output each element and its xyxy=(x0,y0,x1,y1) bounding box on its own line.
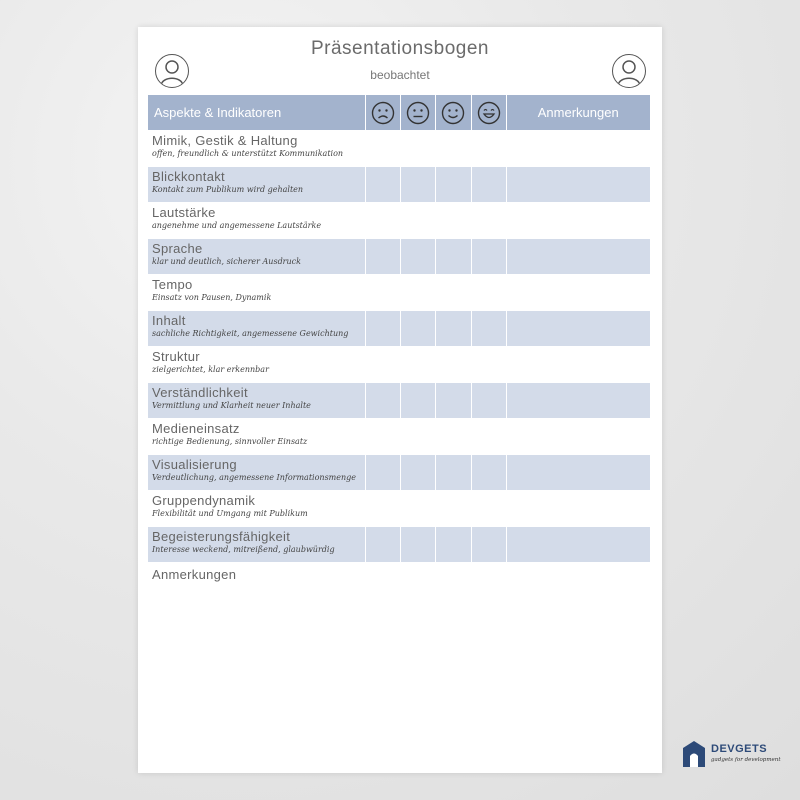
rating-cell[interactable] xyxy=(400,239,435,275)
rating-cell[interactable] xyxy=(435,131,471,167)
rating-cell[interactable] xyxy=(400,419,435,455)
devgets-logo xyxy=(682,738,792,772)
notes-cell[interactable] xyxy=(506,275,650,311)
rating-cell[interactable] xyxy=(471,311,506,347)
aspect-indicator: zielgerichtet, klar erkennbar xyxy=(152,365,269,374)
aspect-name: Verständlichkeit xyxy=(152,385,248,400)
rating-cell[interactable] xyxy=(471,455,506,491)
column-header-aspects: Aspekte & Indikatoren xyxy=(148,95,365,131)
rating-cell[interactable] xyxy=(471,275,506,311)
rating-cell[interactable] xyxy=(400,275,435,311)
rating-cell[interactable] xyxy=(365,455,400,491)
rating-cell[interactable] xyxy=(471,347,506,383)
notes-cell[interactable] xyxy=(506,311,650,347)
notes-cell[interactable] xyxy=(506,419,650,455)
rating-cell[interactable] xyxy=(400,455,435,491)
aspect-indicator: klar und deutlich, sicherer Ausdruck xyxy=(152,257,301,266)
notes-section-label: Anmerkungen xyxy=(152,567,237,582)
rating-cell[interactable] xyxy=(365,383,400,419)
neutral-face-icon xyxy=(406,101,430,125)
aspect-name: Begeisterungsfähigkeit xyxy=(152,529,291,544)
rating-cell[interactable] xyxy=(471,239,506,275)
table-row xyxy=(148,167,650,203)
notes-cell[interactable] xyxy=(506,347,650,383)
table-row xyxy=(148,455,650,491)
rating-cell[interactable] xyxy=(435,419,471,455)
rating-cell[interactable] xyxy=(471,131,506,167)
logo-tagline: gadgets for development xyxy=(711,757,781,763)
rating-cell[interactable] xyxy=(365,275,400,311)
rating-cell[interactable] xyxy=(435,491,471,527)
aspect-name: Struktur xyxy=(152,349,200,364)
house-logo-icon xyxy=(682,740,706,768)
aspect-name: Visualisierung xyxy=(152,457,237,472)
evaluation-table xyxy=(148,95,650,562)
rating-cell[interactable] xyxy=(365,347,400,383)
rating-cell[interactable] xyxy=(471,527,506,563)
rating-cell[interactable] xyxy=(435,239,471,275)
table-row xyxy=(148,527,650,563)
rating-cell[interactable] xyxy=(365,491,400,527)
rating-cell[interactable] xyxy=(471,491,506,527)
rating-cell[interactable] xyxy=(365,203,400,239)
aspect-indicator: Einsatz von Pausen, Dynamik xyxy=(152,293,272,302)
aspect-name: Blickkontakt xyxy=(152,169,225,184)
rating-cell[interactable] xyxy=(400,203,435,239)
notes-cell[interactable] xyxy=(506,491,650,527)
notes-cell[interactable] xyxy=(506,131,650,167)
rating-cell[interactable] xyxy=(471,203,506,239)
rating-cell[interactable] xyxy=(400,383,435,419)
rating-cell[interactable] xyxy=(365,419,400,455)
notes-cell[interactable] xyxy=(506,239,650,275)
rating-cell[interactable] xyxy=(471,383,506,419)
aspect-indicator: Flexibilität und Umgang mit Publikum xyxy=(152,509,308,518)
rating-cell[interactable] xyxy=(471,167,506,203)
aspect-indicator: Kontakt zum Publikum wird gehalten xyxy=(152,185,304,194)
table-row xyxy=(148,383,650,419)
rating-cell[interactable] xyxy=(435,311,471,347)
evaluation-sheet xyxy=(138,27,662,773)
rating-cell[interactable] xyxy=(365,527,400,563)
rating-cell[interactable] xyxy=(400,347,435,383)
aspect-indicator: richtige Bedienung, sinnvoller Einsatz xyxy=(152,437,308,446)
table-row xyxy=(148,311,650,347)
table-row xyxy=(148,491,650,527)
table-row xyxy=(148,131,650,167)
aspect-indicator: sachliche Richtigkeit, angemessene Gewichtung xyxy=(152,329,349,338)
column-header-notes: Anmerkungen xyxy=(506,95,650,131)
rating-cell[interactable] xyxy=(400,527,435,563)
table-row xyxy=(148,275,650,311)
notes-cell[interactable] xyxy=(506,203,650,239)
page-title: Präsentationsbogen xyxy=(310,38,489,59)
aspect-name: Gruppendynamik xyxy=(152,493,256,508)
aspect-name: Sprache xyxy=(152,241,203,256)
rating-cell[interactable] xyxy=(365,311,400,347)
aspect-name: Medieneinsatz xyxy=(152,421,240,436)
notes-cell[interactable] xyxy=(506,527,650,563)
table-row xyxy=(148,419,650,455)
rating-cell[interactable] xyxy=(435,203,471,239)
rating-cell[interactable] xyxy=(400,491,435,527)
aspect-name: Inhalt xyxy=(152,313,186,328)
aspect-indicator: Vermittlung und Klarheit neuer Inhalte xyxy=(152,401,311,410)
rating-cell[interactable] xyxy=(435,275,471,311)
rating-cell[interactable] xyxy=(435,455,471,491)
notes-cell[interactable] xyxy=(506,383,650,419)
rating-cell[interactable] xyxy=(400,167,435,203)
aspect-indicator: Interesse weckend, mitreißend, glaubwürdig xyxy=(152,545,335,554)
aspect-name: Tempo xyxy=(152,277,193,292)
aspect-indicator: offen, freundlich & unterstützt Kommunikation xyxy=(152,149,344,158)
sad-face-icon xyxy=(371,101,395,125)
rating-cell[interactable] xyxy=(435,383,471,419)
table-header-row xyxy=(148,95,650,131)
rating-cell[interactable] xyxy=(435,527,471,563)
rating-cell[interactable] xyxy=(400,131,435,167)
laugh-face-icon xyxy=(477,101,501,125)
table-row xyxy=(148,239,650,275)
page-subtitle: beobachtet xyxy=(370,68,430,82)
notes-cell[interactable] xyxy=(506,167,650,203)
table-row xyxy=(148,347,650,383)
aspect-name: Lautstärke xyxy=(152,205,216,220)
rating-cell[interactable] xyxy=(435,347,471,383)
smile-face-icon xyxy=(441,101,465,125)
notes-cell[interactable] xyxy=(506,455,650,491)
rating-cell[interactable] xyxy=(365,131,400,167)
rating-cell[interactable] xyxy=(400,311,435,347)
rating-cell[interactable] xyxy=(471,419,506,455)
rating-cell[interactable] xyxy=(365,167,400,203)
logo-name: DEVGETS xyxy=(711,743,768,755)
rating-cell[interactable] xyxy=(365,239,400,275)
aspect-name: Mimik, Gestik & Haltung xyxy=(152,133,298,148)
aspect-indicator: Verdeutlichung, angemessene Informationsmenge xyxy=(152,473,357,482)
table-row xyxy=(148,203,650,239)
aspect-indicator: angenehme und angemessene Lautstärke xyxy=(152,221,322,230)
rating-cell[interactable] xyxy=(435,167,471,203)
